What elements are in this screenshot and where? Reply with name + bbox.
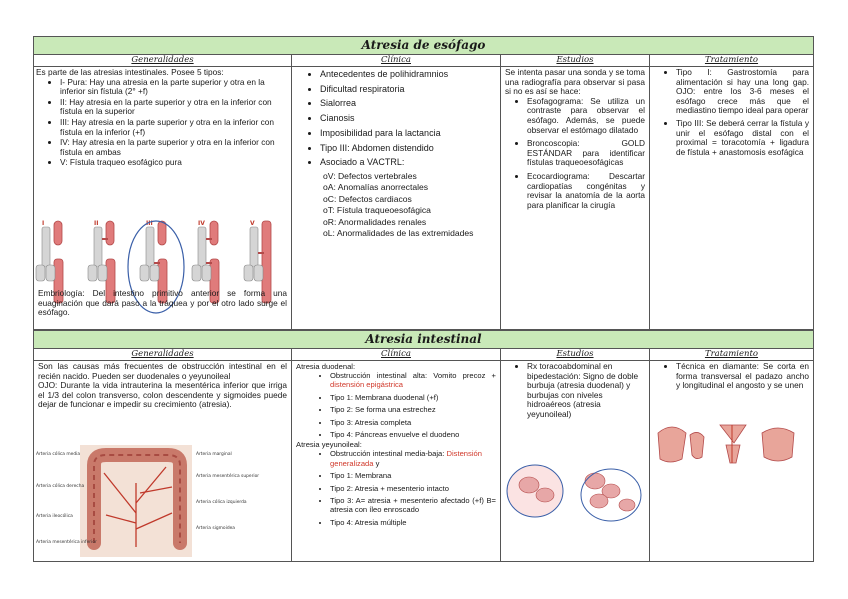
- list-item: • Sialorrea: [320, 97, 496, 111]
- column-headers-1: [34, 55, 813, 67]
- header-tratamiento: Tratamiento: [704, 55, 759, 65]
- summary-table: [33, 36, 814, 562]
- list-item: oT: Fístula traqueoesofágica: [323, 205, 431, 216]
- list-item: • II: Hay atresia en la parte superior y otra en la inferior con fístula en la superior: [60, 98, 287, 117]
- list-item: • Tipo 3: A= atresia + mesenterio afectado (+f) B= atresia con íleo enroscado: [330, 496, 496, 515]
- list-item: • Imposibilidad para la lactancia: [320, 127, 496, 141]
- list-item: • V: Fístula traqueo esofágico pura: [60, 158, 287, 168]
- list-item: • Obstrucción intestinal media-baja: Distensión generalizada y: [330, 449, 496, 468]
- list-item: • Tipo III: Abdomen distendido: [320, 142, 496, 156]
- figure-label: Arteria cólica media: [36, 452, 81, 457]
- header-estudios: Estudios: [501, 349, 650, 360]
- esofago-row: [34, 67, 813, 330]
- intestinal-estudios-list: [505, 362, 645, 420]
- figure-label: Arteria cólica izquierda: [196, 500, 247, 505]
- intestinal-row: [34, 361, 813, 561]
- esofago-estudios-list: [505, 97, 645, 211]
- list-item: • I- Pura: Hay una atresia en la parte superior y otra en la inferior sin fístula (2° +f): [60, 78, 287, 97]
- figure-label: Arteria mesentérica inferior: [36, 540, 97, 545]
- header-clinica: Clínica: [292, 349, 501, 360]
- diamond-technique-figure: [654, 419, 808, 465]
- figure-label: Arteria ileocólica: [36, 514, 73, 519]
- esofago-types-list: [38, 78, 287, 168]
- list-item: • Técnica en diamante: Se corta en forma transversal el padazo ancho y longitudinal el angosto y se unen: [676, 362, 809, 391]
- header-tratamiento: Tratamiento: [704, 349, 759, 359]
- figure-label: Arteria mesentérica superior: [196, 474, 260, 479]
- section-title-intestinal: Atresia intestinal: [34, 330, 813, 349]
- list-item: oR: Anormalidades renales: [323, 216, 427, 227]
- list-item: • Tipo 1: Membrana: [330, 471, 496, 480]
- list-item: • Broncoscopia: GOLD ESTÁNDAR para identificar fístulas traqueoesofágicas: [527, 139, 645, 168]
- esofago-estudios: [501, 67, 650, 329]
- list-item: • Ecocardiograma: Descartar cardiopatías congénitas y revisar la anatomía de la aorta para planificar la cirugía: [527, 172, 645, 210]
- header-clinica: Clínica: [292, 55, 501, 66]
- list-item: • Tipo 1: Membrana duodenal (+f): [330, 393, 496, 402]
- list-item: • Tipo III: Se deberá cerrar la fístula y unir el esófago distal con el proximal = toracotomía + ligadura de fístula + anastomosis esofágica: [676, 119, 809, 157]
- list-item: • Tipo 2: Se forma una estrechez: [330, 405, 496, 414]
- esofago-estudios-intro: Se intenta pasar una sonda y se toma una radiografía para observar si pasa si no es así se hace:: [505, 67, 645, 97]
- intestinal-clinica: [292, 361, 501, 561]
- header-generalidades: Generalidades: [34, 55, 292, 66]
- figure-label: Arteria sigmoidea: [196, 526, 235, 531]
- list-item: • III: Hay atresia en la parte superior y otra en la inferior con fístula en la inferior (+f): [60, 118, 287, 137]
- esofago-tratamiento-list: [654, 68, 809, 157]
- list-item: • Tipo 4: Páncreas envuelve el duodeno: [330, 430, 496, 439]
- header-estudios: Estudios: [501, 55, 650, 66]
- list-item: • Tipo 3: Atresia completa: [330, 418, 496, 427]
- list-item: • IV: Hay atresia en la parte superior y otra en la inferior con fístula en ambas: [60, 138, 287, 157]
- list-item: oA: Anomalías anorrectales: [323, 182, 429, 193]
- list-item: oL: Anormalidades de las extremidades: [323, 227, 474, 238]
- duodenal-list: [296, 371, 496, 439]
- header-generalidades: Generalidades: [34, 349, 292, 360]
- figure-label: III: [146, 220, 153, 227]
- section-title-esofago: Atresia de esófago: [34, 37, 813, 55]
- list-item: • Antecedentes de polihidramnios: [320, 68, 496, 82]
- list-item: • Rx toracoabdominal en bipedestación: Signo de doble burbuja (atresia duodenal) y burbujas con niveles hidroaéreos (atresia yeyunoileal): [527, 362, 645, 420]
- intestinal-generalidades: [34, 361, 292, 561]
- intestinal-estudios: [501, 361, 650, 561]
- figure-label: Arteria cólica derecha: [36, 484, 85, 489]
- list-item: • Tipo 4: Atresia múltiple: [330, 518, 496, 527]
- intestinal-tratamiento-list: [654, 362, 809, 391]
- duodenal-title: Atresia duodenal:: [296, 362, 356, 371]
- esofago-clinica: [292, 67, 501, 329]
- intestinal-intro: Son las causas más frecuentes de obstrucción intestinal en el recién nacido. Pueden ser duodenales o yeyunoileal: [38, 361, 287, 381]
- esofago-embriologia: Embriología: Del intestino primitivo anterior se forma una euaginación que dará paso a la tráquea y por el otro lado surge el esófago.: [38, 288, 287, 318]
- figure-label: V: [250, 220, 255, 227]
- esofago-intro: Es parte de las atresias intestinales. Posee 5 tipos:: [36, 67, 224, 77]
- figure-label: I: [42, 220, 45, 227]
- yeyuno-title: Atresia yeyunoileal:: [296, 440, 362, 450]
- list-item: • Obstrucción intestinal alta: Vomito precoz + distensión epigástrica: [330, 371, 496, 390]
- list-item: • Tipo I: Gastrostomía para alimentación si hay una long gap. OJO: entre los 3-6 meses el esófago crece más que el mediastino tiempo ideal para operar: [676, 68, 809, 116]
- intestinal-tratamiento: [650, 361, 813, 561]
- list-item: oV: Defectos vertebrales: [323, 170, 417, 181]
- colon-arteries-figure: [36, 443, 260, 559]
- double-bubble-xray-figure: [503, 461, 648, 527]
- vactrl-list: [296, 171, 496, 238]
- esofago-generalidades: [34, 67, 292, 329]
- list-item: • Cianosis: [320, 112, 496, 126]
- column-headers-2: [34, 349, 813, 361]
- list-item: • Esofagograma: Se utiliza un contraste para observar el esófago. Además, se puede observar el estómago dilatado: [527, 97, 645, 135]
- figure-label: IV: [198, 220, 205, 227]
- esofago-tratamiento: [650, 67, 813, 329]
- list-item: • Tipo 2: Atresia + mesenterio intacto: [330, 484, 496, 493]
- figure-label: II: [94, 220, 99, 227]
- yeyuno-list: [296, 449, 496, 527]
- intestinal-ojo: OJO: Durante la vida intrauterina la mesentérica inferior que irriga el 1/3 del colon transverso, colon descendente y sigmoides puede dejar de funcionar e impedir su crecimiento (atresia).: [38, 380, 287, 410]
- list-item: • Dificultad respiratoria: [320, 83, 496, 97]
- list-item: oC: Defectos cardiacos: [323, 193, 412, 204]
- figure-label: Arteria marginal: [196, 452, 232, 457]
- esofago-clinica-list: [296, 68, 496, 170]
- list-item: • Asociado a VACTRL:: [320, 156, 496, 170]
